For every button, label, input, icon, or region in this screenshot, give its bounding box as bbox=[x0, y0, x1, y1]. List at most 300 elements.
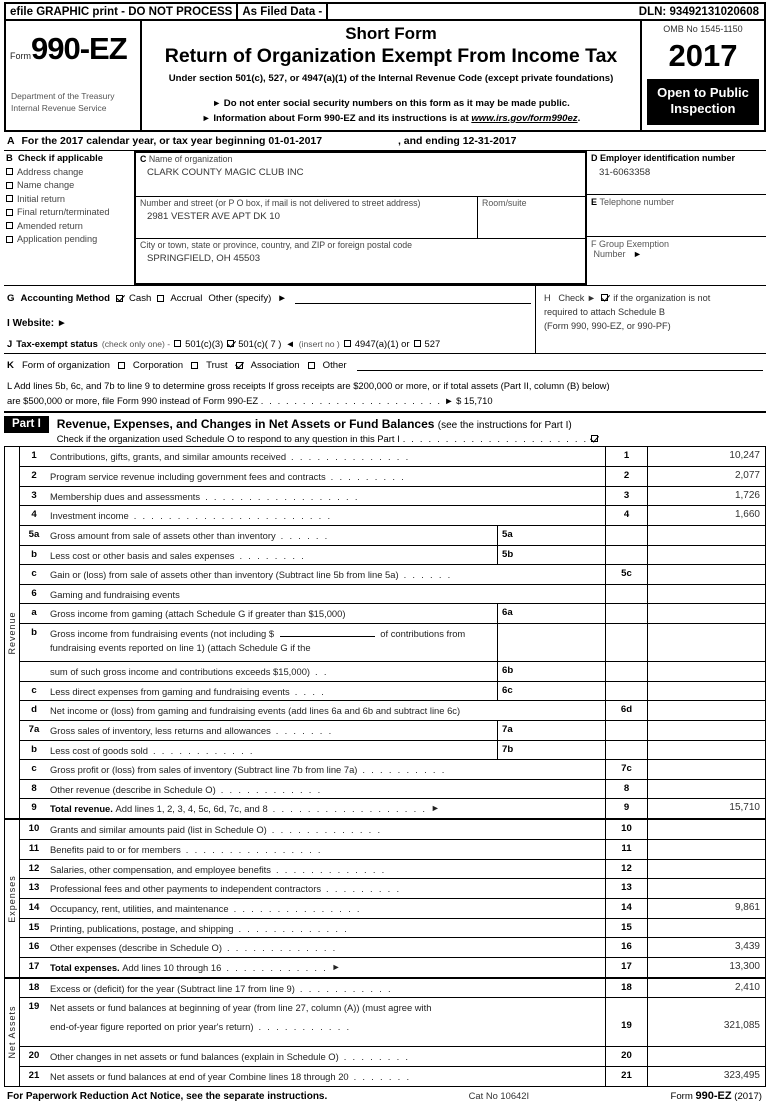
line-description bbox=[48, 467, 605, 486]
bullet-1-text: Do not enter social security numbers on this form as it may be made public. bbox=[223, 98, 570, 110]
checkbox-icon-trust[interactable] bbox=[191, 362, 198, 369]
line-amount: 9,861 bbox=[647, 899, 765, 918]
part-i-title-text: Revenue, Expenses, and Changes in Net Assets or Fund Balances bbox=[56, 417, 435, 432]
dot-leader-parti: . . . . . . . . . . . . . . . . . . . . . . bbox=[402, 433, 588, 445]
line-desc-text: Contributions, gifts, grants, and similar amounts received bbox=[50, 451, 287, 463]
period-mark: . bbox=[577, 112, 581, 124]
line-box-number: 10 bbox=[605, 820, 647, 839]
line-number: b bbox=[31, 548, 37, 560]
line-description bbox=[48, 1067, 605, 1086]
schedule-b-block bbox=[536, 286, 766, 353]
line-desc-text: Investment income bbox=[50, 510, 129, 522]
line-desc-text: Net assets or fund balances at beginning of year (from line 27, column (A)) (must agree with bbox=[50, 1002, 432, 1014]
line-desc-text-2: of contributions from bbox=[380, 628, 466, 640]
line-desc-text-1: Gross income from fundraising events (not including $ bbox=[50, 628, 275, 640]
line-description bbox=[48, 721, 497, 740]
table-row bbox=[20, 840, 765, 860]
revenue-section bbox=[4, 447, 766, 818]
part-i-title bbox=[57, 417, 598, 431]
table-row bbox=[20, 1017, 765, 1047]
line-box-number bbox=[605, 998, 647, 1017]
line-desc-text: Other changes in net assets or fund balances (explain in Schedule O) bbox=[50, 1051, 339, 1063]
other-org-input[interactable] bbox=[357, 359, 763, 371]
checkbox-label-association: Association bbox=[250, 359, 300, 371]
checkbox-icon-schedule-b[interactable] bbox=[601, 294, 608, 301]
tax-year: 2017 bbox=[668, 38, 738, 73]
footer-form-label bbox=[670, 1090, 762, 1102]
line-amount bbox=[647, 624, 765, 661]
block-d-letter: D bbox=[591, 153, 598, 164]
checkbox-icon-final-return[interactable] bbox=[6, 209, 13, 216]
org-street-value: 2981 VESTER AVE APT DK 10 bbox=[147, 211, 280, 223]
omb-number: OMB No 1545-1150 bbox=[663, 24, 743, 34]
line-description bbox=[48, 979, 605, 998]
org-name-label bbox=[140, 154, 581, 165]
checkbox-label-accrual: Accrual bbox=[170, 292, 203, 304]
dot-leader: . . . . . . . . . . . . . . . . . . . . . . . bbox=[133, 510, 332, 522]
sub-box-label: 7a bbox=[497, 721, 605, 740]
line-amount bbox=[647, 919, 765, 938]
tax-exempt-status-row bbox=[7, 338, 531, 349]
net-assets-label-text: Net Assets bbox=[7, 1005, 17, 1059]
table-row bbox=[20, 998, 765, 1017]
bullet-2-text: Information about Form 990-EZ and its instructions is at bbox=[213, 112, 469, 124]
table-row bbox=[20, 624, 765, 662]
checkbox-icon-name-change[interactable] bbox=[6, 182, 13, 189]
checkbox-initial-return[interactable] bbox=[6, 194, 132, 204]
line-box-number: 2 bbox=[605, 467, 647, 486]
line-box-number bbox=[605, 624, 647, 661]
line-desc-text: Salaries, other compensation, and employee benefits bbox=[50, 863, 271, 875]
checkbox-icon-application-pending[interactable] bbox=[6, 236, 13, 243]
triangle-right-icon: ► bbox=[212, 98, 222, 109]
line-number: 6 bbox=[31, 587, 37, 599]
line-number: 7a bbox=[28, 723, 40, 735]
line-description bbox=[48, 506, 605, 525]
phone-label bbox=[591, 197, 762, 207]
line-description bbox=[48, 899, 605, 918]
part-i-header bbox=[4, 416, 766, 447]
department-block bbox=[11, 91, 114, 114]
bullet-row-2 bbox=[148, 112, 634, 126]
line-box-number: 7c bbox=[605, 760, 647, 779]
line-desc-text: Gross income from gaming (attach Schedule G if greater than $15,000) bbox=[50, 608, 346, 620]
org-room-cell bbox=[477, 197, 585, 238]
ein-box bbox=[587, 151, 766, 195]
table-row bbox=[20, 682, 765, 702]
dot-leader: . . . . . . . . . . bbox=[362, 764, 447, 776]
line-description bbox=[48, 604, 497, 623]
table-row bbox=[20, 919, 765, 939]
schedule-b-check-label: Check bbox=[558, 293, 585, 304]
footer-form-word: Form bbox=[670, 1091, 693, 1102]
line-number: 15 bbox=[28, 921, 40, 933]
line-desc-text: Grants and similar amounts paid (list in Schedule O) bbox=[50, 824, 267, 836]
page-subtitle: Return of Organization Exempt From Income Tax bbox=[164, 44, 618, 67]
line-desc-text: sum of such gross income and contributions exceeds $15,000) bbox=[50, 666, 311, 678]
line-number: 16 bbox=[28, 941, 40, 953]
checkbox-label-cash: Cash bbox=[129, 292, 152, 304]
sub-box-label: 6a bbox=[497, 604, 605, 623]
line-box-number bbox=[605, 604, 647, 623]
org-street-cell bbox=[136, 197, 477, 238]
org-street-label: Number and street (or P O box, if mail is not delivered to street address) bbox=[140, 198, 421, 209]
line-number: 8 bbox=[31, 782, 37, 794]
line-amount bbox=[647, 701, 765, 720]
dot-leader: . . . . . . . bbox=[275, 724, 334, 736]
line-number: 11 bbox=[28, 843, 40, 855]
table-row bbox=[20, 467, 765, 487]
sub-box-label: 6c bbox=[497, 682, 605, 701]
line-amount bbox=[647, 820, 765, 839]
form-word-label: Form bbox=[10, 51, 31, 61]
line-box-number: 19 bbox=[605, 1017, 647, 1046]
line-box-number bbox=[605, 546, 647, 565]
expenses-rows bbox=[20, 820, 765, 976]
block-k-letter: K bbox=[7, 359, 14, 371]
header-bullets bbox=[148, 97, 634, 126]
dot-leader: . . . . . . . . . . . . bbox=[152, 744, 255, 756]
line-description bbox=[48, 760, 605, 779]
line-amount: 1,726 bbox=[647, 487, 765, 506]
line-number: c bbox=[31, 568, 37, 580]
line-amount bbox=[647, 526, 765, 545]
dot-leader: . . . . . . bbox=[403, 569, 453, 581]
ein-phone-group-block bbox=[586, 151, 766, 285]
line-desc-text: Excess or (deficit) for the year (Subtract line 17 from line 9) bbox=[50, 982, 295, 994]
triangle-right-icon-5: ► bbox=[56, 318, 67, 330]
line-box-number: 8 bbox=[605, 780, 647, 799]
checkbox-icon-501c3[interactable] bbox=[174, 340, 181, 347]
line-amount: 13,300 bbox=[647, 958, 765, 977]
checkbox-icon-schedule-o[interactable] bbox=[591, 435, 598, 442]
triangle-right-icon-4: ► bbox=[277, 292, 287, 304]
table-row bbox=[20, 487, 765, 507]
net-assets-section-label bbox=[5, 979, 20, 1086]
checkbox-label-application-pending: Application pending bbox=[17, 234, 98, 245]
line-desc-text: Gross amount from sale of assets other than inventory bbox=[50, 529, 276, 541]
table-row bbox=[20, 938, 765, 958]
line-amount: 15,710 bbox=[647, 799, 765, 818]
under-section-text: Under section 501(c), 527, or 4947(a)(1) of the Internal Revenue Code (except private foundations) bbox=[168, 72, 614, 84]
table-row bbox=[20, 780, 765, 800]
form-of-organization-row bbox=[4, 353, 766, 375]
line-number: 10 bbox=[28, 823, 40, 835]
ein-label-text: Employer identification number bbox=[600, 153, 736, 164]
triangle-right-icon-6: ► bbox=[586, 293, 597, 304]
line-box-number bbox=[605, 741, 647, 760]
checkbox-icon-other-org[interactable] bbox=[308, 362, 315, 369]
line-amount bbox=[647, 585, 765, 604]
checkbox-application-pending[interactable] bbox=[6, 234, 132, 244]
org-city-value: SPRINGFIELD, OH 45503 bbox=[147, 253, 261, 265]
checkbox-icon-accrual[interactable] bbox=[157, 295, 164, 302]
line-description bbox=[48, 546, 497, 565]
line-box-number: 13 bbox=[605, 879, 647, 898]
line-description bbox=[48, 682, 497, 701]
line-number: 12 bbox=[28, 862, 40, 874]
ghij-left-column bbox=[4, 286, 536, 353]
line-number: 13 bbox=[28, 882, 40, 894]
table-row bbox=[20, 899, 765, 919]
line-number: 21 bbox=[28, 1070, 40, 1082]
line-box-number: 15 bbox=[605, 919, 647, 938]
accounting-other-label: Other (specify) bbox=[208, 292, 272, 304]
table-row bbox=[20, 447, 765, 467]
sub-box-label: 5b bbox=[497, 546, 605, 565]
schedule-b-line2: required to attach Schedule B bbox=[544, 307, 666, 318]
org-city-row bbox=[136, 239, 585, 283]
gross-receipts-amount: $ 15,710 bbox=[456, 394, 493, 406]
line-desc-text: Printing, publications, postage, and shipping bbox=[50, 922, 234, 934]
dot-leader: . . . . . . . . bbox=[343, 1051, 410, 1063]
block-e-letter: E bbox=[591, 197, 598, 208]
triangle-right-icon-9: ► bbox=[331, 961, 341, 972]
line-amount: 10,247 bbox=[647, 447, 765, 466]
checkbox-icon-corporation[interactable] bbox=[118, 362, 125, 369]
line-box-number: 3 bbox=[605, 487, 647, 506]
block-b-label: Check if applicable bbox=[18, 152, 103, 164]
net-assets-section bbox=[4, 977, 766, 1086]
phone-box bbox=[587, 195, 766, 237]
block-b-letter: B bbox=[6, 152, 13, 164]
line-amount bbox=[647, 741, 765, 760]
line-number: 4 bbox=[31, 509, 37, 521]
line-desc-text-3: fundraising events reported on line 1) (attach Schedule G if the bbox=[50, 642, 311, 654]
dot-leader: . . . . . . . . . . . . . . . . . . bbox=[272, 803, 427, 815]
checkbox-label-initial-return: Initial return bbox=[17, 193, 66, 204]
line-description bbox=[48, 780, 605, 799]
line-amount bbox=[647, 879, 765, 898]
sub-box-label: 6b bbox=[497, 662, 605, 681]
tax-exempt-status-note: (check only one) - bbox=[101, 338, 171, 349]
schedule-b-line3: (Form 990, 990-EZ, or 990-PF) bbox=[544, 320, 671, 331]
org-city-cell bbox=[136, 239, 585, 283]
table-row bbox=[20, 604, 765, 624]
line-desc-bold: Total expenses. bbox=[50, 961, 120, 973]
checkbox-final-return[interactable] bbox=[6, 207, 132, 217]
block-l-letter: L bbox=[7, 380, 12, 392]
table-row bbox=[20, 1047, 765, 1067]
line-number: a bbox=[31, 607, 37, 619]
table-row bbox=[20, 979, 765, 999]
line-box-number: 9 bbox=[605, 799, 647, 818]
block-i-letter: I bbox=[7, 318, 10, 330]
checkbox-label-501c7: 501(c)( 7 ) bbox=[238, 338, 282, 350]
org-street-row bbox=[136, 197, 585, 239]
group-exemption-box bbox=[587, 237, 766, 281]
org-info-block bbox=[4, 150, 766, 285]
table-row bbox=[20, 820, 765, 840]
ein-label bbox=[591, 153, 762, 163]
org-name-address-block bbox=[134, 151, 586, 285]
line-amount: 2,410 bbox=[647, 979, 765, 998]
line-description bbox=[48, 879, 605, 898]
checkbox-icon-association[interactable] bbox=[236, 362, 243, 369]
table-row bbox=[20, 799, 765, 818]
line-box-number: 16 bbox=[605, 938, 647, 957]
table-row bbox=[20, 958, 765, 977]
table-row bbox=[20, 1067, 765, 1086]
part-i-title-block bbox=[57, 416, 598, 446]
dot-leader: . . . . . . . . . bbox=[326, 883, 401, 895]
group-exemption-number-label: Number bbox=[593, 249, 626, 260]
dln-number: DLN: 93492131020608 bbox=[638, 5, 759, 18]
line-box-number bbox=[605, 585, 647, 604]
line-amount bbox=[647, 682, 765, 701]
table-row bbox=[20, 546, 765, 566]
form-identity-block bbox=[6, 21, 142, 130]
line-number: b bbox=[31, 743, 37, 755]
line-number bbox=[20, 662, 48, 681]
block-b-title bbox=[6, 152, 132, 163]
open-to-public-line1: Open to Public bbox=[657, 85, 749, 100]
line-amount: 321,085 bbox=[647, 1017, 765, 1046]
checkbox-icon-527[interactable] bbox=[414, 340, 421, 347]
line-desc-text: Gaming and fundraising events bbox=[50, 588, 180, 600]
dot-leader-l: . . . . . . . . . . . . . . . . . . . . . . bbox=[260, 394, 442, 406]
checkbox-icon-address-change[interactable] bbox=[6, 168, 13, 175]
checkbox-label-name-change: Name change bbox=[17, 180, 75, 191]
checkbox-address-change[interactable] bbox=[6, 167, 132, 177]
irs-website-link[interactable]: www.irs.gov/form990ez bbox=[471, 112, 578, 124]
dot-leader: . . . . . . . bbox=[353, 1071, 411, 1083]
open-to-public-badge bbox=[647, 79, 759, 125]
line-desc-text: Add lines 1, 2, 3, 4, 5c, 6d, 7c, and 8 bbox=[115, 803, 268, 815]
as-filed-data-label: As Filed Data - bbox=[238, 4, 328, 19]
line-amount bbox=[647, 662, 765, 681]
line-desc-text: Gross profit or (loss) from sales of inventory (Subtract line 7b from line 7a) bbox=[50, 764, 358, 776]
line-description bbox=[48, 1017, 605, 1046]
table-row bbox=[20, 721, 765, 741]
accounting-other-input[interactable] bbox=[295, 292, 531, 304]
line-desc-text: Gross sales of inventory, less returns and allowances bbox=[50, 724, 271, 736]
line-description bbox=[48, 741, 497, 760]
part-i-title-note: (see the instructions for Part I) bbox=[437, 420, 572, 432]
schedule-b-check-row bbox=[544, 292, 762, 306]
form-title-block bbox=[142, 21, 642, 130]
checkbox-label-4947a1: 4947(a)(1) or bbox=[354, 338, 410, 350]
tax-year-end-date: 12-31-2017 bbox=[462, 135, 517, 148]
line-box-number: 18 bbox=[605, 979, 647, 998]
line-number: 2 bbox=[31, 470, 37, 482]
checkbox-amended-return[interactable] bbox=[6, 221, 132, 231]
dot-leader: . . . . . . . . bbox=[239, 549, 306, 561]
checkbox-icon-501c7[interactable] bbox=[227, 340, 234, 347]
line-box-number: 21 bbox=[605, 1067, 647, 1086]
tax-year-begin-date: 01-01-2017 bbox=[268, 135, 323, 148]
efile-header-bar bbox=[4, 2, 766, 21]
line-desc-text: Membership dues and assessments bbox=[50, 490, 201, 502]
line-box-number bbox=[605, 721, 647, 740]
line-description bbox=[48, 565, 605, 584]
block-j-letter: J bbox=[7, 338, 13, 350]
checkbox-label-corporation: Corporation bbox=[132, 359, 184, 371]
gross-receipts-text2: are $500,000 or more, file Form 990 instead of Form 990-EZ bbox=[7, 394, 259, 406]
contributions-amount-input[interactable] bbox=[280, 627, 375, 637]
ein-value: 31-6063358 bbox=[599, 167, 651, 179]
line-number: 18 bbox=[28, 981, 40, 993]
line-description bbox=[48, 820, 605, 839]
line-amount bbox=[647, 604, 765, 623]
checkbox-label-amended-return: Amended return bbox=[17, 220, 83, 231]
line-amount: 3,439 bbox=[647, 938, 765, 957]
dot-leader: . . . . . . . . . . . . . bbox=[238, 922, 349, 934]
checkbox-label-527: 527 bbox=[424, 338, 441, 350]
line-desc-text: Less cost or other basis and sales expenses bbox=[50, 549, 235, 561]
checkbox-name-change[interactable] bbox=[6, 180, 132, 190]
line-desc-bold: Total revenue. bbox=[50, 803, 113, 815]
expenses-section bbox=[4, 818, 766, 976]
tax-exempt-status-label: Tax-exempt status bbox=[16, 338, 98, 350]
line-box-number: 6d bbox=[605, 701, 647, 720]
line-desc-text: Net assets or fund balances at end of year Combine lines 18 through 20 bbox=[50, 1071, 349, 1083]
dot-leader: . . . . bbox=[294, 685, 326, 697]
line-number: 14 bbox=[28, 901, 40, 913]
dot-leader: . . . . . . . . . . . . bbox=[226, 961, 328, 973]
triangle-right-icon-8: ► bbox=[430, 803, 440, 814]
sub-box-label: 7b bbox=[497, 741, 605, 760]
triangle-right-icon-7: ► bbox=[444, 394, 454, 406]
org-name-value: CLARK COUNTY MAGIC CLUB INC bbox=[147, 167, 304, 179]
org-room-value bbox=[482, 208, 581, 212]
table-row bbox=[20, 701, 765, 721]
line-desc-text: Occupancy, rent, utilities, and maintenance bbox=[50, 902, 229, 914]
form-of-organization-label: Form of organization bbox=[21, 359, 110, 371]
line-a-text-mid: , and ending bbox=[397, 135, 460, 148]
dot-leader: . . . . . . . . . . . bbox=[299, 982, 393, 994]
line-box-number: 17 bbox=[605, 958, 647, 977]
line-a-letter: A bbox=[7, 135, 15, 148]
line-number: 9 bbox=[31, 802, 37, 814]
dot-leader: . . bbox=[315, 666, 329, 678]
form-number-block bbox=[10, 33, 136, 64]
line-amount bbox=[647, 565, 765, 584]
line-desc-text: Net income or (loss) from gaming and fundraising events (add lines 6a and 6b and subtract line 6c) bbox=[50, 705, 461, 717]
checkbox-label-trust: Trust bbox=[206, 359, 228, 371]
checkbox-icon-initial-return[interactable] bbox=[6, 195, 13, 202]
line-description bbox=[48, 1047, 605, 1066]
checkbox-label-other-org: Other bbox=[322, 359, 347, 371]
table-row bbox=[20, 585, 765, 605]
org-room-label: Room/suite bbox=[482, 198, 527, 209]
footer-form-number: 990-EZ bbox=[695, 1090, 732, 1102]
table-row bbox=[20, 506, 765, 526]
line-box-number bbox=[605, 662, 647, 681]
dot-leader: . . . . . . . . . . . . . bbox=[271, 824, 382, 836]
line-description bbox=[48, 919, 605, 938]
line-number: 3 bbox=[31, 489, 37, 501]
group-exemption-label2 bbox=[591, 249, 762, 259]
website-label: Website: bbox=[12, 318, 55, 330]
page-title: Short Form bbox=[345, 24, 437, 43]
line-amount: 1,660 bbox=[647, 506, 765, 525]
gross-receipts-row bbox=[4, 375, 766, 413]
checkbox-icon-amended-return[interactable] bbox=[6, 222, 13, 229]
page-footer bbox=[4, 1086, 766, 1102]
line-desc-text: Professional fees and other payments to independent contractors bbox=[50, 883, 322, 895]
table-row bbox=[20, 526, 765, 546]
checkbox-icon-cash[interactable] bbox=[116, 295, 123, 302]
dot-leader: . . . . . . bbox=[280, 529, 330, 541]
dot-leader: . . . . . . . . . . . . . . . bbox=[233, 902, 362, 914]
line-description bbox=[48, 526, 497, 545]
revenue-section-label bbox=[5, 447, 20, 818]
checkbox-icon-4947a1[interactable] bbox=[344, 340, 351, 347]
triangle-left-icon: ◄ bbox=[285, 338, 295, 350]
org-city-label: City or town, state or province, country, and ZIP or foreign postal code bbox=[140, 240, 413, 251]
line-number: 20 bbox=[28, 1050, 40, 1062]
